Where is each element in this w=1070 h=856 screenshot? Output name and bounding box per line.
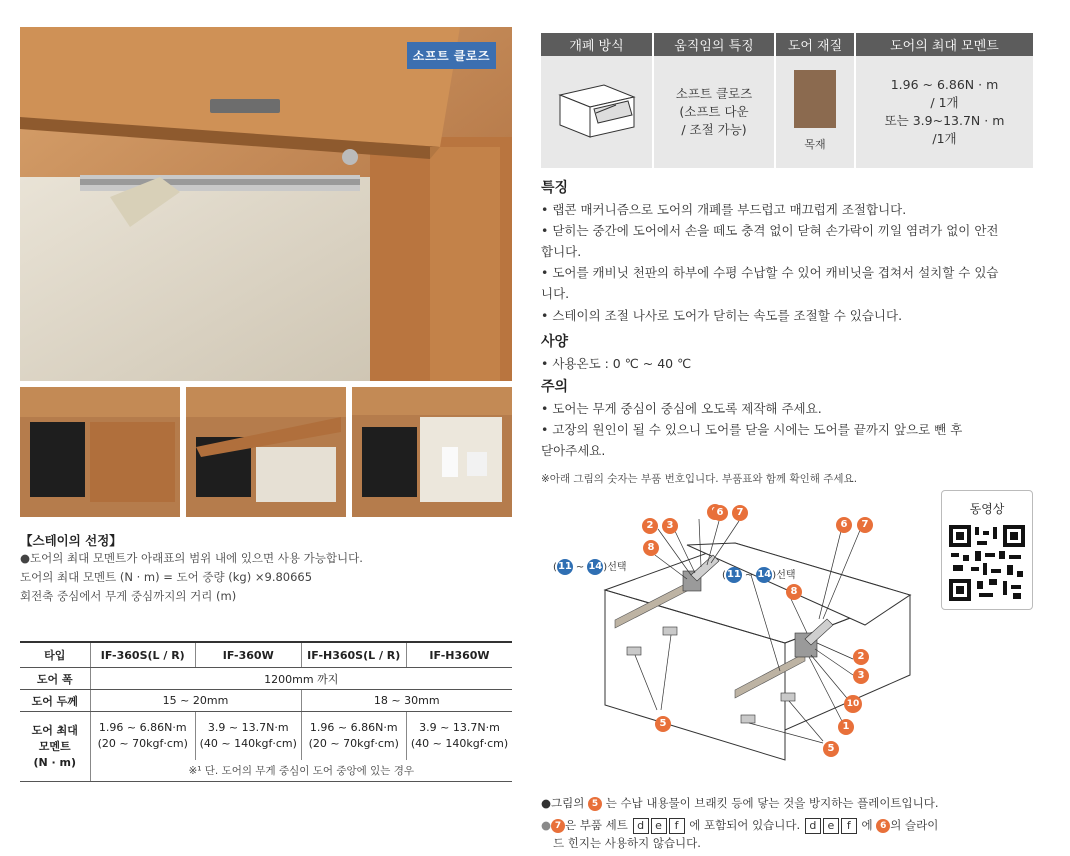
caution-title: 주의 <box>541 379 569 395</box>
part-5-marker-right: 5 <box>823 741 839 757</box>
bottom-note-2-a: 은 부품 세트 <box>565 818 628 832</box>
bottom-note-2-b: 에 포함되어 있습니다. <box>689 818 801 832</box>
feature-line-1: • 랩콘 매커니즘으로 도어의 개폐를 부드럽고 매끄럽게 조절합니다. <box>541 202 907 217</box>
wood-swatch <box>794 70 836 128</box>
bottom-note-1-text: 는 수납 내용물이 브래킷 등에 닿는 것을 방지하는 플레이트입니다. <box>605 796 939 810</box>
feature-line-2: • 닫히는 중간에 도어에서 손을 떼도 충격 없이 닫혀 손가락이 끼일 염려가 없이 안전 <box>541 223 999 238</box>
moment-value-2-nm: 3.9 ~ 13.7N·m <box>207 720 289 734</box>
moment-line-3: 또는 3.9~13.7N · m <box>884 113 1005 128</box>
stay-selection-line-1: ●도어의 최대 모멘트가 아래표의 범위 내에 있으면 사용 가능합니다. <box>20 551 363 565</box>
select-range-right: (11 ~ 14)선택 <box>722 569 796 581</box>
set-letter-f-2: f <box>841 818 857 834</box>
moment-value-3-kgf: (20 ~ 70kgf·cm) <box>308 736 399 750</box>
features-title: 특징 <box>541 180 569 196</box>
door-width-value: 1200mm 까지 <box>90 668 512 690</box>
video-qr-box[interactable] <box>941 490 1033 610</box>
header-model-1: IF-360S(L / R) <box>90 642 196 668</box>
motion-line-3: / 조절 가능) <box>681 122 747 137</box>
video-label: 동영상 <box>969 502 1005 516</box>
part-2-marker-left: 2 <box>642 518 658 534</box>
moment-value-2-kgf: (40 ~ 140kgf·cm) <box>199 736 297 750</box>
bottom-note-2-d: 의 슬라이 <box>890 818 939 832</box>
door-width-row <box>20 668 512 690</box>
caution-line-2: • 고장의 원인이 될 수 있으니 도어를 닫을 시에는 도어를 끝까지 앞으로 뺀 후 <box>541 422 963 437</box>
set-letter-d: d <box>633 818 649 834</box>
moment-value-4-kgf: (40 ~ 140kgf·cm) <box>410 736 509 750</box>
select-label-right: 선택 <box>776 570 796 581</box>
cabinet-stay-photo <box>20 27 512 381</box>
bottom-note-2-c: 에 <box>861 818 873 832</box>
header-model-2: IF-360W <box>196 642 302 668</box>
part-8-marker-right: 8 <box>786 584 802 600</box>
header-model-3: IF-H360S(L / R) <box>301 642 407 668</box>
moment-line-1: 1.96 ~ 6.86N · m <box>890 77 999 92</box>
motion-line-1: 소프트 클로즈 <box>675 86 753 101</box>
door-thickness-value-1: 15 ~ 20mm <box>90 690 301 712</box>
part-7-inline-marker: 7 <box>551 819 565 833</box>
moment-label-line-3: (N · m) <box>33 755 77 769</box>
caution-line-3: 닫아주세요. <box>541 443 606 458</box>
moment-label-line-1: 도어 최대 <box>31 723 78 737</box>
part-8-marker-left: 8 <box>643 540 659 556</box>
select-label-left: 선택 <box>607 562 627 573</box>
stay-selection-line-2: 도어의 최대 모멘트 (N · m) = 도어 중량 (kg) ×9.80665 <box>20 570 313 584</box>
part-14-marker-right: 14 <box>756 567 772 583</box>
part-6-marker-right: 6 <box>836 517 852 533</box>
part-3-marker-left: 3 <box>662 518 678 534</box>
material-label: 목재 <box>804 138 826 151</box>
moment-value-1-nm: 1.96 ~ 6.86N·m <box>98 720 187 734</box>
bottom-note-2 <box>541 816 938 834</box>
part-7-marker-right: 7 <box>857 517 873 533</box>
qr-code-icon[interactable] <box>949 525 1025 601</box>
spec-body-row <box>541 56 1033 168</box>
footnote-row <box>20 760 512 782</box>
select-range-left: (11 ~ 14)선택 <box>553 561 627 573</box>
main-product-photo <box>20 27 512 381</box>
moment-value-2 <box>196 712 302 760</box>
bottom-note-1 <box>541 794 939 812</box>
spec-header-motion: 움직임의 특징 <box>653 33 775 56</box>
motion-line-2: (소프트 다운 <box>679 104 749 119</box>
feature-line-5: 니다. <box>541 286 570 301</box>
moment-value-1 <box>90 712 196 760</box>
door-thickness-label: 도어 두께 <box>20 690 90 712</box>
moment-value-3-nm: 1.96 ~ 6.86N·m <box>309 720 398 734</box>
part-2-marker-right: 2 <box>853 649 869 665</box>
moment-row <box>20 712 512 760</box>
open-method-illustration <box>541 56 653 168</box>
model-table-footnote: ※¹ 단. 도어의 무게 중심이 도어 중앙에 있는 경우 <box>90 760 512 782</box>
flap-cabinet-icon <box>554 75 640 145</box>
thumbnail-opening <box>186 387 346 517</box>
door-thickness-value-2: 18 ~ 30mm <box>301 690 512 712</box>
part-5-marker-left: 5 <box>655 716 671 732</box>
soft-close-badge: 소프트 클로즈 <box>407 42 496 69</box>
part-11-marker-left: 11 <box>557 559 573 575</box>
moment-value-4 <box>407 712 513 760</box>
spec-header-open-method: 개폐 방식 <box>541 33 653 56</box>
moment-value-3 <box>301 712 407 760</box>
part-11-marker-right: 11 <box>726 567 742 583</box>
moment-line-2: / 1개 <box>930 95 959 110</box>
spec-header-row <box>541 33 1033 56</box>
part-14-marker-left: 14 <box>587 559 603 575</box>
motion-cell <box>653 56 775 168</box>
part-6-inline-marker: 6 <box>876 819 890 833</box>
spec-header-material: 도어 재질 <box>775 33 855 56</box>
tilde-left: ~ <box>575 562 585 573</box>
moment-cell <box>855 56 1033 168</box>
bullet-dot: ● <box>541 818 552 832</box>
caution-line-1: • 도어는 무게 중심이 중심에 오도록 제작해 주세요. <box>541 401 822 416</box>
stay-selection-title: 【스테이의 선정】 <box>20 533 122 548</box>
moment-label <box>20 712 90 782</box>
moment-line-4: /1개 <box>932 131 957 146</box>
feature-line-4: • 도어를 캐비닛 천판의 하부에 수평 수납할 수 있어 캐비닛을 겹쳐서 설치할 수 있습 <box>541 265 999 280</box>
spec-table <box>541 33 1033 168</box>
part-10-marker: 10 <box>844 695 862 713</box>
material-cell <box>775 56 855 168</box>
part-5-inline-marker: 5 <box>588 797 602 811</box>
stay-selection-line-3: 회전축 중심에서 무게 중심까지의 거리 (m) <box>20 589 237 603</box>
set-letter-e: e <box>651 818 667 834</box>
door-thickness-row <box>20 690 512 712</box>
thumbnail-closed <box>20 387 180 517</box>
feature-line-3: 합니다. <box>541 244 582 259</box>
feature-line-6: • 스테이의 조절 나사로 도어가 닫히는 속도를 조절할 수 있습니다. <box>541 308 903 323</box>
header-type: 타입 <box>20 642 90 668</box>
set-letter-d-2: d <box>805 818 821 834</box>
moment-value-1-kgf: (20 ~ 70kgf·cm) <box>97 736 188 750</box>
spec-header-moment: 도어의 최대 모멘트 <box>855 33 1033 56</box>
part-3-marker-right: 3 <box>853 668 869 684</box>
thumbnail-open <box>352 387 512 517</box>
tilde-right: ~ <box>744 570 754 581</box>
part-1-marker: 1 <box>838 719 854 735</box>
door-width-label: 도어 폭 <box>20 668 90 690</box>
set-letter-f: f <box>669 818 685 834</box>
specs-line-1: • 사용온도 : 0 ℃ ~ 40 ℃ <box>541 356 692 371</box>
model-table-header-row <box>20 642 512 668</box>
diagram-note: ※아래 그림의 숫자는 부품 번호입니다. 부품표와 함께 확인해 주세요. <box>541 473 858 485</box>
bottom-note-1-prefix: ●그림의 <box>541 796 585 810</box>
moment-value-4-nm: 3.9 ~ 13.7N·m <box>419 720 500 734</box>
moment-label-line-2: 모멘트 <box>38 739 71 753</box>
part-6-marker-left: 6 <box>712 505 728 521</box>
part-7-marker-left: 7 <box>732 505 748 521</box>
specs-title: 사양 <box>541 334 569 350</box>
bottom-note-3: 드 힌지는 사용하지 않습니다. <box>553 836 701 850</box>
set-letter-e-2: e <box>823 818 839 834</box>
assembly-diagram <box>595 515 915 765</box>
header-model-4: IF-H360W <box>407 642 513 668</box>
model-table <box>20 641 512 782</box>
